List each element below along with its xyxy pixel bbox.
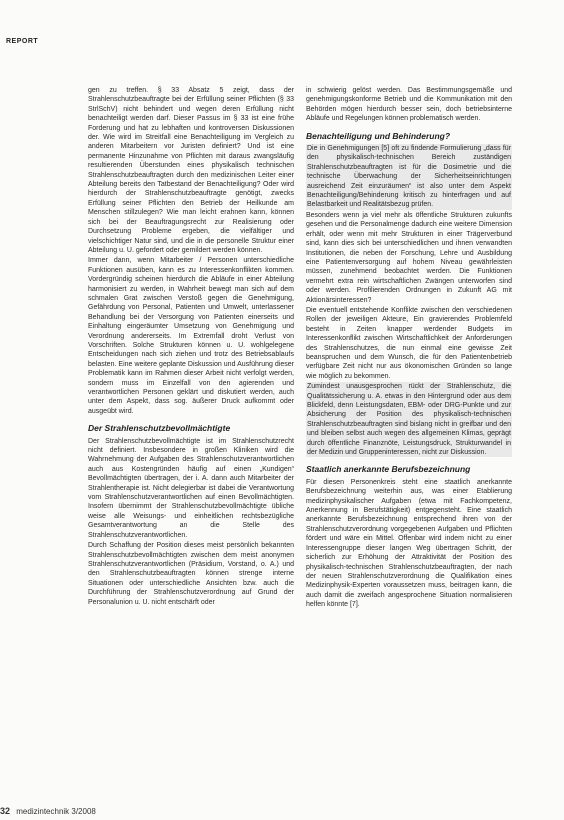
body-paragraph: Durch Schaffung der Position dieses meist persönlich bekannten Strahlenschutzbevollmächtigten zwischen dem meist anonymen Strahlenschutzverantwortlichen (Präsidium, Vorstand, o. A.) und den Strahlenschutzbeauftragten können strenge interne Situationen oder unterschiedliche Ansichten bzw. auch die Durchführung der Strahlenschutzverordnung auf Grund der Personalunion u. U. nicht entschärft oder xyxy=(88,542,294,606)
page-footer xyxy=(0,806,96,816)
body-paragraph: gen zu treffen. § 33 Absatz 5 zeigt, dass der Strahlenschutzbeauftragte bei der Erfüllung seiner Pflichten (§ 33 StrlSchV) nicht behindert und wegen deren Erfüllung nicht benachteiligt werden darf. Dieser Passus im § 33 ist eine frühe Forderung und hat zu lebhaften und kontroversen Diskussionen der. Wie wird im Streitfall eine Benachteiligung im Vergleich zu anderen Mitarbeitern vor Juristen definiert? Und ist eine permanente Hinzunahme von Pflichten mit daraus zwangsläufig resultierenden Überstunden eines physikalisch technischen Strahlenschutzbeauftragten durch den medizinischen Leiter einer Abteilung bereits den Tatbestand der Benachteiligung? Oder wird hierdurch der Strahlenschutzbeauftragte genötigt, zwecks Erfüllung seiner Pflichten den Betrieb der Heilkunde am Menschen stillzulegen? Wie man leicht erahnen kann, können sich bei der Beauftragungsrecht zur Realisierung oder Durchsetzung Probleme ergeben, die vielfältiger und vielschichtiger Natur sind, und die in die personelle Struktur einer Abteilung u. U. gefordert oder gemildert werden können. xyxy=(88,87,294,254)
journal-name: medizintechnik 3/2008 xyxy=(16,807,96,816)
body-paragraph: Die eventuell entstehende Konflikte zwischen den verschiedenen Rollen der jeweiligen Akteure, Ein gravierendes Problemfeld besteht in Zeiten knapper werdender Budgets im Interessenkonflikt zwischen Wirtschaftlichkeit der Anforderungen des Strahlenschutzes, die nun einmal eine gewisse Zeit beanspruchen und dem Wunsch, die für den Patientenbetrieb verfügbare Zeit nicht nur aus ökonomischen Gründen so lange wie möglich zu bekommen. xyxy=(306,306,512,380)
body-paragraph: Besonders wenn ja viel mehr als öffentliche Strukturen zukunfts gesehen und die Personalmenge dadurch eine weitere Dimension erhält, oder wenn mit mehr Strukturen in einer Trägerverbund sind, kann dies sich bei unterschiedlichen und ihnen verwandten Institutionen, die neben der Forschung, Lehre und Ausbildung eine Patientenversorgung auf hohem Niveau gewährleisten müssen, zunehmend beobachtet werden. Die Funktionen vermehrt extra rein wirtschaftlichen Zwängen unterworfen sind oder werden. Profilierenden Ordnungen in Zukunft AG mit Aktionärsinteressen? xyxy=(306,211,512,304)
body-paragraph: Immer dann, wenn Mitarbeiter / Personen unterschiedliche Funktionen ausüben, kann es zu Interessenkonflikten kommen. Vordergründig scheinen hierdurch die Abläufe in einer Abteilung harmonisiert zu werden, in Wahrheit bewegt man sich auf dem schmalen Grat zwischen Verstoß gegen die Genehmigung, Gefährdung von Personal, Patienten und Umwelt, unterlassener Behandlung bei der Versorgung von Patienten einerseits und Einhaltung eingeräumter Umsetzung von Genehmigung und Verordnung andererseits. Im Extremfall droht Verlust von Vorschriften. Solche Strukturen können u. U. wohlgelegene Entscheidungen nach sich ziehen und trotz des Betriebsablaufs belasten. Eine weitere geplante Diskussion und Ausführung dieser Problematik kann im Rahmen dieser Arbeit nicht verfolgt werden, sondern muss im Einzelfall von den agierenden und verantwortlichen Personen geklärt und diskutiert werden, auch unter dem Aspekt, dass sog. äußerer Druck aufkommt oder ausgeübt wird. xyxy=(88,257,294,415)
section-heading: Benachteiligung und Behinderung? xyxy=(306,130,451,141)
body-paragraph: Der Strahlenschutzbevollmächtigte ist im Strahlenschutzrecht nicht definiert. Insbesondere in großen Kliniken wird die Wahrnehmung der Aufgaben des Strahlenschutzverantwortlichen auch aus Kostengründen häufig auf einen „Kundigen“ Bevollmächtigten übertragen, der i. A. dann auch Mitarbeiter der Strahlentherapie ist. Nicht delegierbar ist dabei die Verantwortung vom Strahlenschutzverantwortlichen auf einen Bevollmächtigten. Insofern übernimmt der Strahlenschutzbevollmächtigte übliche weise alle Weisungs- und einheitlichen rechtsbezügliche Gesamtverantwortung an die Stelle des Strahlenschutzverantwortlichen. xyxy=(88,437,294,539)
section-tag: REPORT xyxy=(6,38,39,45)
body-paragraph: Für diesen Personenkreis steht eine staatlich anerkannte Berufsbezeichnung weiterhin aus, was einer Etablierung medizinphysikalischer Aufgaben (etwa mit Fachkompetenz, Anerkennung in Berufstätigkeit) entgegensteht. Eine staatlich anerkannte Berufsbezeichnung entsprechend ihren von der Strahlenschutzverordnung vorgegebenen Aufgaben und Pflichten fördert und wäre ein Mittel. Offenbar wird indem nicht zu einer Interessengruppe dieser langen Weg übertragen Schritt, der sicherlich zur Erhöhung der Attraktivität der Position des physikalisch-technischen Strahlenschutzbeauftragten, der nach der neuen Strahlenschutzverordnung die Qualifikation eines Medizinphysik-Experten voraussetzen muss, beitragen kann, die auch damit die zweifach angesprochene Situation normalisieren helfen könnte [7]. xyxy=(306,478,512,609)
section-heading: Staatlich anerkannte Berufsbezeichnung xyxy=(306,464,471,475)
page-number: 32 xyxy=(0,806,11,816)
body-paragraph: in schwierig gelöst werden. Das Bestimmungsgemäße und genehmigungskonforme Betrieb und die Kommunikation mit den Behörden mögen hierdurch besser sein, doch betriebsinterne Abläufe und Regelungen können problematisch werden. xyxy=(306,87,512,123)
right-column xyxy=(306,86,512,611)
left-column xyxy=(88,86,294,608)
section-heading: Der Strahlenschutzbevollmächtigte xyxy=(88,423,231,434)
highlighted-paragraph: Zumindest unausgesprochen rückt der Strahlenschutz, die Qualitätssicherung u. A. etwas in den Hintergrund oder aus dem Blickfeld, denn Leistungsdaten, EBM- oder DRG-Punkte und zur Absicherung der Position des physikalisch-technischen Strahlenschutzbeauftragten sind bislang nicht in greifbar und den und bleiben selbst auch wegen des allgemeinen Klimas, geprägt durch öffentliche Finanznöte, Leistungsdruck, Strukturwandel in der Medizin und Gruppeninteressen, nicht zur Diskussion. xyxy=(307,383,511,457)
highlighted-paragraph: Die in Genehmigungen [5] oft zu findende Formulierung „dass für den physikalisch-technischen Bereich zuständigen Strahlenschutzbeauftragten ist für die Dosimetrie und die technische Überwachung der Sicherheitseinrichtungen ausreichend Zeit einzuräumen“ ist also unter dem Aspekt Benachteiligung/Behinderung kritisch zu hinterfragen und auf Belastbarkeit und Realitätsbezug prüfen. xyxy=(307,145,511,209)
